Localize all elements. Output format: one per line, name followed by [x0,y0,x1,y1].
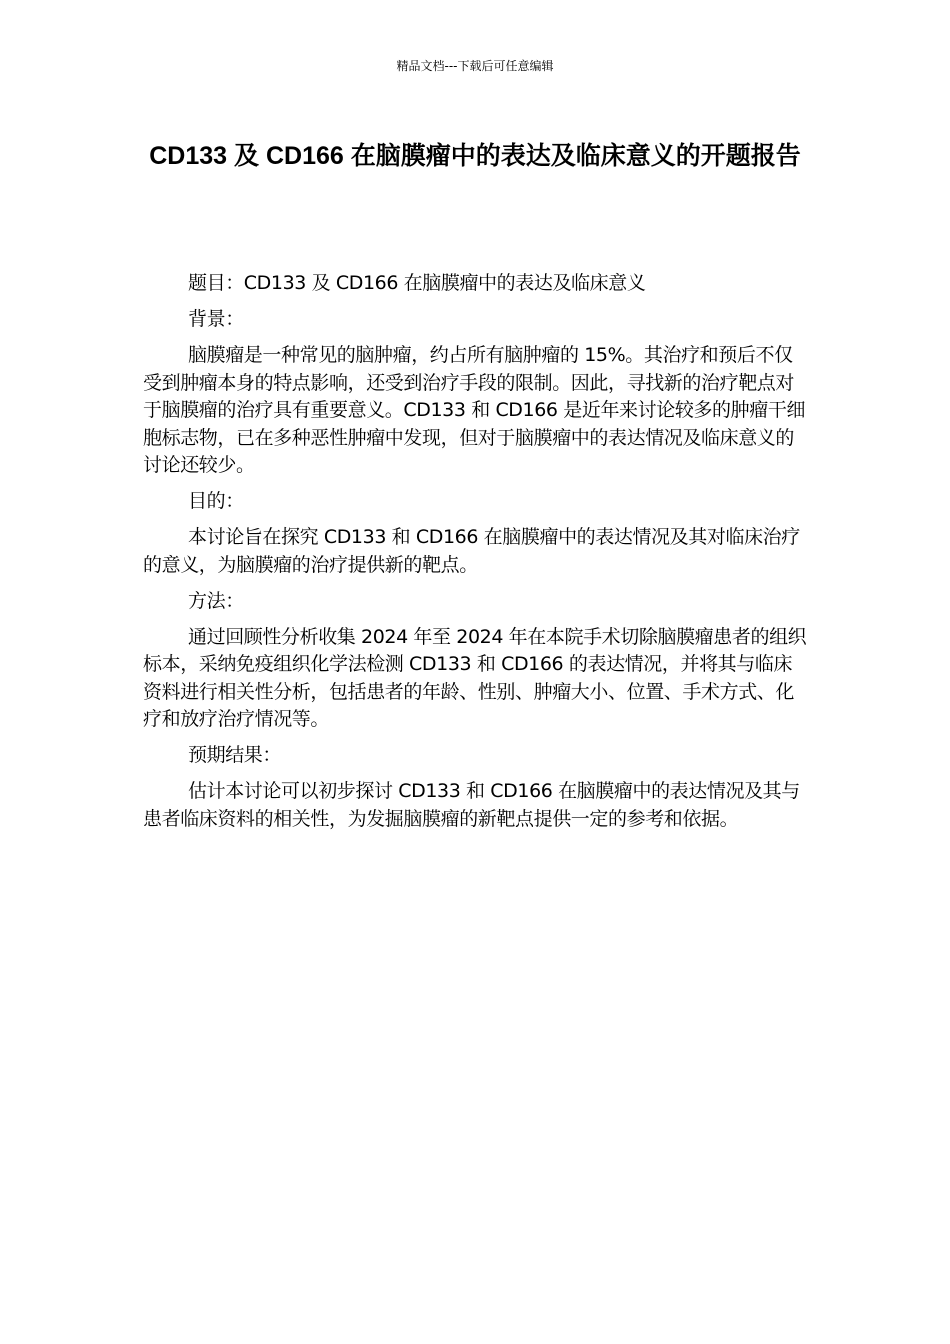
section-text-purpose: 本讨论旨在探究 CD133 和 CD166 在脑膜瘤中的表达情况及其对临床治疗的意义，为脑膜瘤的治疗提供新的靶点。 [143,526,800,576]
section-label-expected-result: 预期结果： [188,744,282,766]
document-body [143,270,807,842]
document-title: CD133 及 CD166 在脑膜瘤中的表达及临床意义的开题报告 [149,142,801,170]
header-note: 精品文档---下载后可任意编辑 [396,59,554,73]
section-text-expected-result: 估计本讨论可以初步探讨 CD133 和 CD166 在脑膜瘤中的表达情况及其与患者临床资料的相关性，为发掘脑膜瘤的新靶点提供一定的参考和依据。 [143,780,800,830]
section-label-purpose: 目的： [188,490,244,512]
section-label-method: 方法： [188,589,244,612]
section-text-method: 通过回顾性分析收集 2024 年至 2024 年在本院手术切除脑膜瘤患者的组织标本，采纳免疫组织化学法检测 CD133 和 CD166 的表达情况，并将其与临床资料进行相关性分析，包括患者的年龄、性别、肿瘤大小、位置、手术方式、化疗和放疗治疗情况等。 [143,625,807,730]
topic-line: 题目：CD133 及 CD166 在脑膜瘤中的表达及临床意义 [188,272,646,294]
section-text-background: 脑膜瘤是一种常见的脑肿瘤，约占所有脑肿瘤的 15%。其治疗和预后不仅受到肿瘤本身的特点影响，还受到治疗手段的限制。因此，寻找新的治疗靶点对于脑膜瘤的治疗具有重要意义。CD133 和 CD166 是近年来讨论较多的肿瘤干细胞标志物，已在多种恶性肿瘤中发现，但对于脑膜瘤中的表达情况及临床意义的讨论还较少。 [143,344,806,476]
section-label-background: 背景： [188,308,244,330]
